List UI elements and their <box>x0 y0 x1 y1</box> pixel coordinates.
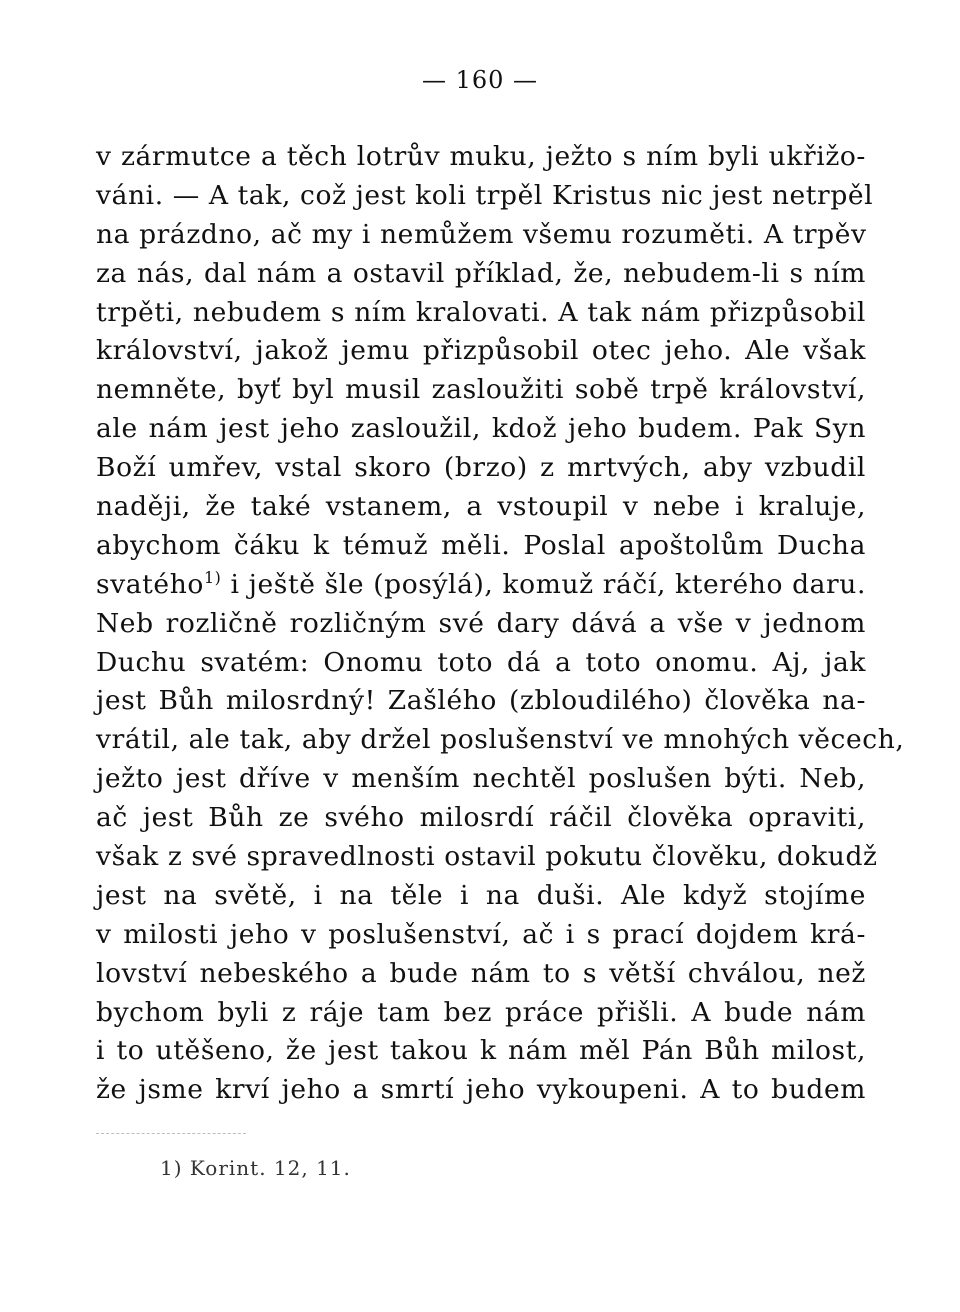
text-line: bychom byli z ráje tam bez práce přišli. A bude nám <box>96 996 866 1028</box>
text-line: v milosti jeho v poslušenství, ač i s prací dojdem krá- <box>96 918 866 950</box>
text-line: na prázdno, ač my i nemůžem všemu rozuměti. A trpěv <box>96 218 867 250</box>
text-line: abychom čáku k témuž měli. Poslal apoštolům Ducha <box>96 529 866 561</box>
text-line: váni. — A tak, což jest koli trpěl Kristus nic jest netrpěl <box>96 179 874 211</box>
footnote-divider <box>96 1133 246 1134</box>
text-line: Neb rozličně rozličným své dary dává a vše v jednom <box>96 607 866 639</box>
text-line: vrátil, ale tak, aby držel poslušenství ve mnohých věcech, <box>96 724 905 756</box>
text-line: lovství nebeského a bude nám to s větší chválou, než <box>96 957 866 989</box>
text-line: že jsme krví jeho a smrtí jeho vykoupeni. A to budem <box>96 1074 866 1106</box>
text-line: jest na světě, i na těle i na duši. Ale když stojíme <box>96 879 866 911</box>
text-line: Duchu svatém: Onomu toto dá a toto onomu. Aj, jak <box>96 646 866 678</box>
text-line: trpěti, nebudem s ním kralovati. A tak nám přizpůsobil <box>96 296 866 328</box>
text-line: jest Bůh milosrdný! Zašlého (zbloudilého) člověka na- <box>96 685 866 717</box>
text-line: nemněte, byť byl musil zasloužiti sobě trpě království, <box>96 374 866 406</box>
text-line-with-footnote-ref <box>96 566 866 605</box>
text-line: Boží umřev, vstal skoro (brzo) z mrtvých, aby vzbudil <box>96 452 866 484</box>
text-line: ježto jest dříve v menším nechtěl poslušen býti. Neb, <box>96 763 866 795</box>
text-line: naději, že také vstanem, a vstoupil v nebe i kraluje, <box>96 491 866 523</box>
text-line: ač jest Bůh ze svého milosrdí ráčil člověka opraviti, <box>96 802 866 834</box>
page-number: — 160 — <box>421 66 539 94</box>
text-line: ale nám jest jeho zasloužil, kdož jeho budem. Pak Syn <box>96 413 866 445</box>
text-line: za nás, dal nám a ostavil příklad, že, nebudem-li s ním <box>96 257 866 289</box>
text-line: však z své spravedlnosti ostavil pokutu člověku, dokudž <box>96 841 878 873</box>
text-line: v zármutce a těch lotrův muku, ježto s ním byli ukřižo- <box>96 141 866 172</box>
footnote-reference: 1) <box>203 567 222 587</box>
body-text <box>96 138 905 1110</box>
text-line: i to utěšeno, že jest takou k nám měl Pán Bůh milost, <box>96 1035 866 1067</box>
footnote: 1) Korint. 12, 11. <box>160 1156 351 1180</box>
text-fragment: svatého <box>96 568 204 600</box>
text-line: království, jakož jemu přizpůsobil otec jeho. Ale však <box>96 335 866 367</box>
text-fragment: i ještě šle (posýlá), komuž ráčí, kterého daru. <box>221 568 866 600</box>
